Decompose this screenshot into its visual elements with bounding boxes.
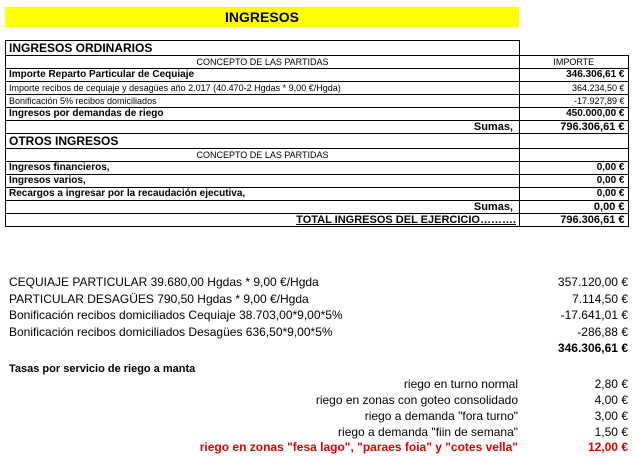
row-value: 364.234,50 €	[520, 82, 629, 95]
row-value: 0,00 €	[520, 175, 629, 188]
section-title-ordinarios: INGRESOS ORDINARIOS	[6, 41, 520, 56]
detalle-row	[9, 308, 628, 323]
tasa-value: 4,00 €	[594, 393, 628, 407]
tasa-row	[9, 393, 628, 408]
detalle-value: 357.120,00 €	[557, 275, 628, 289]
table-row	[6, 82, 629, 95]
sum-label-ordinarios: Sumas,	[6, 121, 520, 134]
tasa-special-label: riego en zonas "fesa lago", "paraes foia" y "cotes vella"	[199, 440, 518, 454]
row-label: Ingresos financieros,	[6, 162, 520, 175]
table-row	[6, 175, 629, 188]
detalle-label: PARTICULAR DESAGÜES 790,50 Hgdas * 9,00 €/Hgda	[9, 292, 309, 306]
row-label: Importe Reparto Particular de Cequiaje	[6, 69, 520, 82]
column-header-importe: IMPORTE	[520, 56, 629, 69]
detalle-label: Bonificación recibos domiciliados Desagües 636,50*9,00*5%	[9, 325, 333, 339]
row-label: Ingresos por demandas de riego	[6, 108, 520, 121]
column-header-concepto: CONCEPTO DE LAS PARTIDAS	[6, 149, 520, 162]
tasa-row	[9, 377, 628, 392]
tasa-value: 2,80 €	[594, 377, 628, 391]
detalle-value: -17.641,01 €	[560, 308, 628, 322]
tasa-label: riego a demanda "fora turno"	[364, 409, 518, 423]
page-title-banner: INGRESOS	[5, 7, 519, 27]
section-title-otros: OTROS INGRESOS	[6, 134, 520, 149]
total-label: TOTAL INGRESOS DEL EJERCICIO……….	[6, 214, 520, 227]
row-value: 0,00 €	[520, 162, 629, 175]
row-label: Recargos a ingresar por la recaudación ejecutiva,	[6, 188, 520, 201]
tasa-special-value: 12,00 €	[587, 440, 628, 454]
tasa-row	[9, 425, 628, 440]
tasa-value: 3,00 €	[594, 409, 628, 423]
row-label: Bonificación 5% recibos domiciliados	[6, 95, 520, 108]
detalle-label: CEQUIAJE PARTICULAR 39.680,00 Hgdas * 9,00 €/Hgda	[9, 275, 319, 289]
detalle-row	[9, 275, 628, 290]
sum-value-otros: 0,00 €	[520, 201, 629, 214]
row-label: Ingresos varios,	[6, 175, 520, 188]
row-value: 0,00 €	[520, 188, 629, 201]
table-row	[6, 162, 629, 175]
tasa-label: riego en turno normal	[403, 377, 518, 391]
tasa-row	[9, 409, 628, 424]
detalle-value: 7.114,50 €	[572, 292, 628, 306]
table-row	[6, 188, 629, 201]
table-row	[6, 108, 629, 121]
detalle-row	[9, 325, 628, 340]
sum-label-otros: Sumas,	[6, 201, 520, 214]
row-value: 450.000,00 €	[520, 108, 629, 121]
row-value: -17.927,89 €	[520, 95, 629, 108]
row-value: 346.306,61 €	[520, 69, 629, 82]
detalle-row	[9, 292, 628, 307]
tasas-title-row	[9, 362, 628, 377]
tasa-value: 1,50 €	[594, 425, 628, 439]
ingresos-table	[5, 40, 629, 227]
tasas-title: Tasas por servicio de riego a manta	[9, 363, 196, 375]
tasa-special-row	[9, 440, 628, 455]
column-header-concepto: CONCEPTO DE LAS PARTIDAS	[6, 56, 520, 69]
sum-value-ordinarios: 796.306,61 €	[520, 121, 629, 134]
detalle-total-row	[9, 341, 628, 356]
detalle-total: 346.306,61 €	[557, 341, 628, 355]
table-row	[6, 69, 629, 82]
detalle-label: Bonificación recibos domiciliados Cequiaje 38.703,00*9,00*5%	[9, 308, 343, 322]
detalle-value: -286,88 €	[577, 325, 628, 339]
row-label: Importe recibos de cequiaje y desagües año 2.017 (40.470-2 Hgdas * 9,00 €/Hgda)	[6, 82, 520, 95]
table-row	[6, 95, 629, 108]
total-value: 796.306,61 €	[520, 214, 629, 227]
tasa-label: riego a demanda "fiin de semana"	[338, 425, 518, 439]
tasa-label: riego en zonas con goteo consolidado	[315, 393, 518, 407]
